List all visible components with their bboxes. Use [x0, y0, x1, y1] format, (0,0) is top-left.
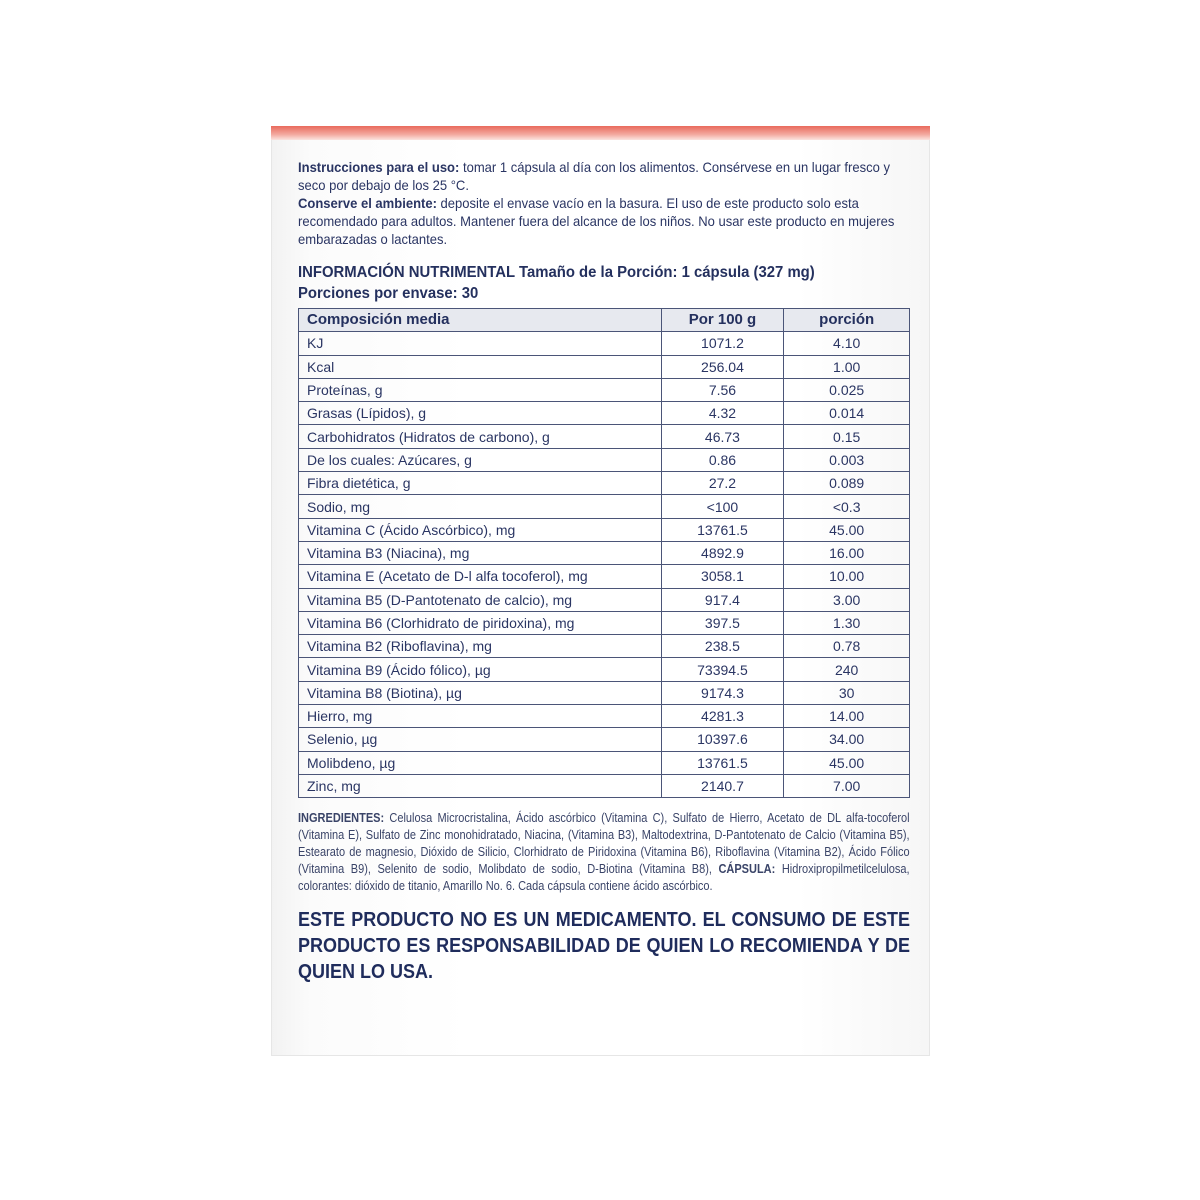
nutrition-table — [298, 308, 910, 798]
per-100g-cell: 238.5 — [661, 635, 784, 658]
table-row — [299, 402, 910, 425]
per-serving-cell: 30 — [784, 681, 910, 704]
per-100g-cell: 7.56 — [661, 378, 784, 401]
nutrient-name-cell: Selenio, µg — [299, 728, 662, 751]
per-serving-cell: <0.3 — [784, 495, 910, 518]
per-100g-cell: 4.32 — [661, 402, 784, 425]
table-row — [299, 541, 910, 564]
table-row — [299, 611, 910, 634]
per-100g-cell: 13761.5 — [661, 751, 784, 774]
per-serving-cell: 16.00 — [784, 541, 910, 564]
usage-instructions-label: Instrucciones para el uso: — [298, 159, 460, 175]
nutrient-name-cell: Proteínas, g — [299, 378, 662, 401]
per-100g-cell: 4892.9 — [661, 541, 784, 564]
per-100g-cell: 917.4 — [661, 588, 784, 611]
per-serving-cell: 1.00 — [784, 355, 910, 378]
per-100g-cell: 13761.5 — [661, 518, 784, 541]
table-row — [299, 565, 910, 588]
nutrient-name-cell: Vitamina B9 (Ácido fólico), µg — [299, 658, 662, 681]
table-row — [299, 751, 910, 774]
nutrient-name-cell: Vitamina B2 (Riboflavina), mg — [299, 635, 662, 658]
environment-notice-label: Conserve el ambiente: — [298, 195, 437, 211]
nutrition-table-header — [299, 309, 910, 332]
nutrient-name-cell: Kcal — [299, 355, 662, 378]
per-serving-cell: 4.10 — [784, 332, 910, 355]
per-serving-cell: 45.00 — [784, 518, 910, 541]
per-100g-cell: 4281.3 — [661, 705, 784, 728]
nutrition-title-line2: Porciones por envase: 30 — [298, 285, 479, 302]
nutrition-title-line1: INFORMACIÓN NUTRIMENTAL Tamaño de la Porción: 1 cápsula (327 mg) — [298, 264, 815, 281]
per-serving-cell: 0.003 — [784, 448, 910, 471]
nutrient-name-cell: De los cuales: Azúcares, g — [299, 448, 662, 471]
per-serving-cell: 34.00 — [784, 728, 910, 751]
per-serving-cell: 0.025 — [784, 378, 910, 401]
nutrient-name-cell: Fibra dietética, g — [299, 472, 662, 495]
per-100g-cell: 256.04 — [661, 355, 784, 378]
per-serving-cell: 45.00 — [784, 751, 910, 774]
nutrient-name-cell: Vitamina B6 (Clorhidrato de piridoxina), mg — [299, 611, 662, 634]
per-100g-cell: 0.86 — [661, 448, 784, 471]
per-serving-cell: 0.15 — [784, 425, 910, 448]
per-serving-cell: 0.089 — [784, 472, 910, 495]
nutrient-name-cell: Carbohidratos (Hidratos de carbono), g — [299, 425, 662, 448]
per-serving-cell: 240 — [784, 658, 910, 681]
nutrient-name-cell: Grasas (Lípidos), g — [299, 402, 662, 425]
table-row — [299, 448, 910, 471]
table-row — [299, 681, 910, 704]
table-row — [299, 495, 910, 518]
ingredients — [298, 810, 910, 895]
table-row — [299, 425, 910, 448]
table-row — [299, 518, 910, 541]
per-serving-cell: 10.00 — [784, 565, 910, 588]
per-100g-cell: 46.73 — [661, 425, 784, 448]
table-row — [299, 705, 910, 728]
per-100g-cell: 1071.2 — [661, 332, 784, 355]
per-serving-cell: 0.78 — [784, 635, 910, 658]
usage-instructions-text: tomar 1 cápsula al día con los alimentos. Consérvese en un lugar fresco y seco por debajo de los 25 °C. — [298, 159, 890, 193]
nutrition-table-body — [299, 332, 910, 798]
capsule-label: CÁPSULA: — [718, 862, 776, 877]
per-100g-cell: 73394.5 — [661, 658, 784, 681]
per-100g-cell: 3058.1 — [661, 565, 784, 588]
environment-notice — [298, 194, 910, 248]
table-row — [299, 588, 910, 611]
table-row — [299, 378, 910, 401]
nutrient-name-cell: Vitamina B8 (Biotina), µg — [299, 681, 662, 704]
per-100g-cell: 397.5 — [661, 611, 784, 634]
nutrient-name-cell: Vitamina B5 (D-Pantotenato de calcio), mg — [299, 588, 662, 611]
per-serving-cell: 1.30 — [784, 611, 910, 634]
per-serving-cell: 14.00 — [784, 705, 910, 728]
per-serving-cell: 0.014 — [784, 402, 910, 425]
table-row — [299, 774, 910, 797]
per-100g-cell: 2140.7 — [661, 774, 784, 797]
nutrition-title — [298, 262, 910, 304]
ingredients-label: INGREDIENTES: — [298, 811, 385, 826]
table-row — [299, 355, 910, 378]
nutrient-name-cell: Sodio, mg — [299, 495, 662, 518]
capsule-text: Hidroxipropilmetilcelulosa, colorantes: dióxido de titanio, Amarillo No. 6. Cada cápsula contiene ácido ascórbico. — [298, 862, 910, 894]
ingredients-text: Celulosa Microcristalina, Ácido ascórbico (Vitamina C), Sulfato de Hierro, Acetato de DL alfa-tocoferol (Vitamina E), Sulfato de Zinc monohidratado, Niacina, (Vitamina B3), Maltodextrina, D-Pantotenato de Calcio (Vitamina B5), Estearato de magnesio, Dióxido de Silicio, Clorhidrato de Piridoxina (Vitamina B6), Riboflavina (Vitamina B2), Ácido Fólico (Vitamina B9), Selenito de sodio, Molibdato de sodio, D-Biotina (Vitamina B8), — [298, 811, 910, 877]
per-100g-cell: <100 — [661, 495, 784, 518]
header-per-100g: Por 100 g — [661, 309, 784, 332]
header-per-serving: porción — [784, 309, 910, 332]
label-content — [298, 158, 910, 985]
table-row — [299, 472, 910, 495]
header-composition: Composición media — [299, 309, 662, 332]
nutrient-name-cell: KJ — [299, 332, 662, 355]
nutrient-name-cell: Hierro, mg — [299, 705, 662, 728]
nutrient-name-cell: Vitamina E (Acetato de D-l alfa tocoferol), mg — [299, 565, 662, 588]
per-100g-cell: 9174.3 — [661, 681, 784, 704]
nutrient-name-cell: Vitamina C (Ácido Ascórbico), mg — [299, 518, 662, 541]
table-row — [299, 635, 910, 658]
table-row — [299, 658, 910, 681]
nutrient-name-cell: Molibdeno, µg — [299, 751, 662, 774]
per-100g-cell: 10397.6 — [661, 728, 784, 751]
nutrient-name-cell: Zinc, mg — [299, 774, 662, 797]
per-serving-cell: 7.00 — [784, 774, 910, 797]
table-row — [299, 332, 910, 355]
nutrient-name-cell: Vitamina B3 (Niacina), mg — [299, 541, 662, 564]
medication-warning: ESTE PRODUCTO NO ES UN MEDICAMENTO. EL CONSUMO DE ESTE PRODUCTO ES RESPONSABILIDAD DE QUIEN LO RECOMIENDA Y DE QUIEN LO USA. — [298, 909, 910, 984]
environment-notice-text: deposite el envase vacío en la basura. El uso de este producto solo esta recomendado para adultos. Mantener fuera del alcance de los niños. No usar este producto en mujeres embarazadas o lactantes. — [298, 195, 895, 247]
table-row — [299, 728, 910, 751]
usage-instructions — [298, 158, 910, 194]
per-100g-cell: 27.2 — [661, 472, 784, 495]
package-red-edge — [271, 126, 930, 140]
per-serving-cell: 3.00 — [784, 588, 910, 611]
